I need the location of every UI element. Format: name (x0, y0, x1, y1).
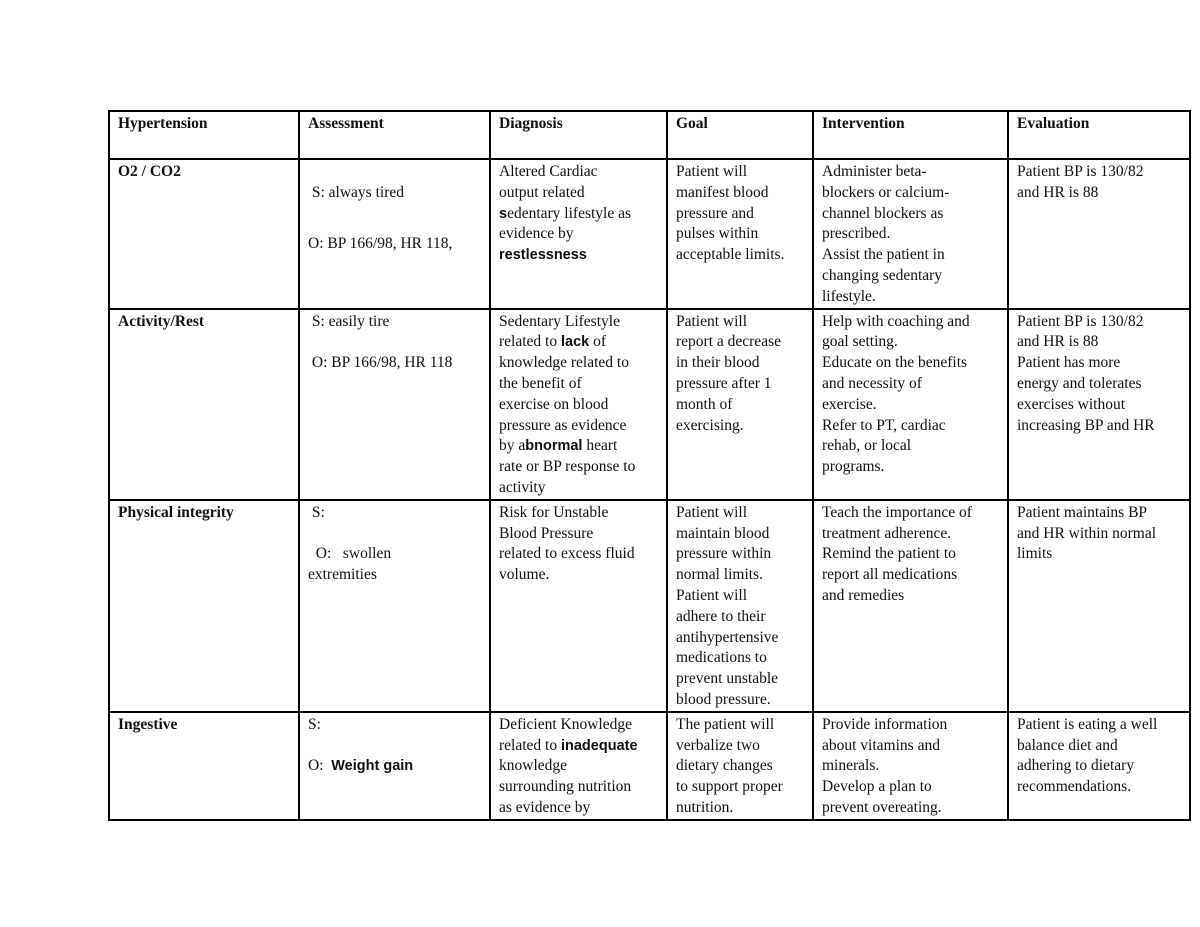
subjective-text: S: easily tire (308, 312, 390, 330)
diagnosis-fragment: by a (499, 437, 526, 455)
diagnosis-line: knowledge related to (499, 354, 629, 372)
evaluation-line: adhering to dietary (1017, 757, 1135, 775)
evaluation-line: recommendations. (1017, 778, 1132, 796)
diagnosis-bold-fragment: s (499, 205, 508, 222)
diagnosis-line: exercise on blood (499, 395, 609, 413)
diagnosis-fragment: of (589, 333, 607, 351)
subjective-text: S: (308, 503, 325, 521)
objective-prefix: O: (308, 757, 332, 775)
diagnosis-line: Risk for Unstable (499, 503, 609, 521)
evaluation-line: and HR is 88 (1017, 183, 1099, 201)
objective-text (308, 756, 484, 777)
subjective-text: S: always tired (308, 183, 404, 201)
assessment-cell (299, 500, 490, 712)
goal-line: Patient will (676, 586, 748, 604)
evaluation-line: increasing BP and HR (1017, 416, 1155, 434)
goal-line: prevent unstable (676, 670, 779, 688)
assessment-cell (299, 159, 490, 309)
evaluation-line: and HR within normal (1017, 524, 1157, 542)
diagnosis-line: activity (499, 478, 546, 496)
category-cell: Activity/Rest (109, 309, 299, 500)
goal-line: verbalize two (676, 736, 760, 754)
intervention-line: changing sedentary (822, 266, 943, 284)
evaluation-line: and HR is 88 (1017, 333, 1099, 351)
objective-text: O: swollen (308, 545, 392, 563)
goal-cell (667, 500, 813, 712)
goal-line: dietary changes (676, 757, 773, 775)
category-cell: Physical integrity (109, 500, 299, 712)
header-cell-intervention: Intervention (813, 111, 1008, 159)
intervention-line: rehab, or local (822, 437, 912, 455)
goal-line: report a decrease (676, 333, 781, 351)
diagnosis-line (499, 204, 661, 225)
intervention-line: Help with coaching and (822, 312, 970, 330)
diagnosis-line: Altered Cardiac (499, 163, 598, 180)
diagnosis-line: volume. (499, 566, 550, 584)
diagnosis-bold-fragment: bnormal (525, 438, 583, 455)
objective-bold-text: Weight gain (331, 758, 414, 775)
goal-line: The patient will (676, 715, 775, 733)
evaluation-line: Patient has more (1017, 354, 1121, 372)
goal-line: pressure within (676, 545, 772, 563)
intervention-line: Remind the patient to (822, 545, 956, 563)
diagnosis-cell (490, 500, 667, 712)
table-row-ingestive (109, 712, 1190, 820)
intervention-cell (813, 712, 1008, 820)
intervention-line: channel blockers as (822, 204, 944, 222)
intervention-line: Teach the importance of (822, 503, 972, 521)
evaluation-cell (1008, 500, 1190, 712)
goal-line: manifest blood (676, 183, 769, 201)
header-cell-evaluation: Evaluation (1008, 111, 1190, 159)
goal-line: pressure after 1 (676, 374, 772, 392)
table-row-o2-co2 (109, 159, 1190, 309)
goal-line: to support proper (676, 778, 783, 796)
goal-line: pulses within (676, 225, 759, 243)
diagnosis-line: Sedentary Lifestyle (499, 312, 620, 330)
diagnosis-line: Deficient Knowledge (499, 715, 632, 733)
subjective-text: S: (308, 715, 321, 733)
intervention-line: blockers or calcium- (822, 183, 950, 201)
intervention-line: and remedies (822, 586, 905, 604)
goal-line: pressure and (676, 204, 754, 222)
intervention-line: report all medications (822, 566, 958, 584)
intervention-cell (813, 500, 1008, 712)
diagnosis-line: related to excess fluid (499, 545, 635, 563)
intervention-line: Develop a plan to (822, 778, 932, 796)
evaluation-line: balance diet and (1017, 736, 1118, 754)
diagnosis-line (499, 332, 661, 353)
evaluation-line: exercises without (1017, 395, 1126, 413)
intervention-line: prescribed. (822, 225, 891, 243)
intervention-line: Assist the patient in (822, 246, 945, 264)
goal-line: medications to (676, 649, 767, 667)
header-cell-diagnosis: Diagnosis (490, 111, 667, 159)
header-cell-assessment: Assessment (299, 111, 490, 159)
intervention-line: Provide information (822, 715, 948, 733)
goal-cell (667, 309, 813, 500)
diagnosis-bold-fragment: inadequate (560, 737, 638, 754)
objective-text: extremities (308, 566, 377, 584)
intervention-line: Refer to PT, cardiac (822, 416, 946, 434)
diagnosis-bold-fragment: lack (560, 334, 590, 351)
diagnosis-line: output related (499, 183, 585, 201)
evaluation-line: Patient BP is 130/82 (1017, 163, 1144, 180)
diagnosis-line (499, 736, 661, 757)
evaluation-cell (1008, 712, 1190, 820)
goal-line: adhere to their (676, 607, 766, 625)
diagnosis-cell (490, 159, 667, 309)
diagnosis-line: as evidence by (499, 798, 591, 816)
goal-line: Patient will (676, 503, 748, 521)
diagnosis-line (499, 436, 661, 457)
diagnosis-fragment: related to (499, 736, 561, 754)
intervention-cell (813, 309, 1008, 500)
goal-line: normal limits. (676, 566, 763, 584)
evaluation-cell (1008, 309, 1190, 500)
nursing-care-plan-table (108, 110, 1191, 821)
diagnosis-line: surrounding nutrition (499, 778, 632, 796)
goal-line: Patient will (676, 312, 748, 330)
diagnosis-bold-line: restlessness (499, 247, 587, 264)
evaluation-line: energy and tolerates (1017, 374, 1142, 392)
intervention-line: minerals. (822, 757, 880, 775)
diagnosis-line: Blood Pressure (499, 524, 594, 542)
goal-cell (667, 159, 813, 309)
intervention-line: exercise. (822, 395, 877, 413)
evaluation-cell (1008, 159, 1190, 309)
diagnosis-line: pressure as evidence (499, 416, 627, 434)
table-header-row (109, 111, 1190, 159)
diagnosis-line: the benefit of (499, 374, 582, 392)
header-cell-goal: Goal (667, 111, 813, 159)
goal-line: acceptable limits. (676, 246, 785, 264)
intervention-line: Administer beta- (822, 163, 927, 180)
evaluation-line: limits (1017, 545, 1053, 563)
goal-line: maintain blood (676, 524, 770, 542)
assessment-cell (299, 309, 490, 500)
table-row-physical-integrity (109, 500, 1190, 712)
goal-line: antihypertensive (676, 628, 779, 646)
intervention-line: prevent overeating. (822, 798, 942, 816)
evaluation-line: Patient is eating a well (1017, 715, 1158, 733)
goal-line: month of (676, 395, 733, 413)
goal-line: in their blood (676, 354, 760, 372)
intervention-line: goal setting. (822, 333, 898, 351)
intervention-line: about vitamins and (822, 736, 940, 754)
category-cell: O2 / CO2 (109, 159, 299, 309)
category-cell: Ingestive (109, 712, 299, 820)
goal-line: exercising. (676, 416, 744, 434)
goal-cell (667, 712, 813, 820)
goal-line: Patient will (676, 163, 748, 180)
intervention-line: treatment adherence. (822, 524, 952, 542)
header-cell-hypertension: Hypertension (109, 111, 299, 159)
objective-text: O: BP 166/98, HR 118, (308, 235, 453, 253)
diagnosis-line: evidence by (499, 225, 574, 243)
diagnosis-fragment: edentary lifestyle as (507, 204, 632, 222)
evaluation-line: Patient BP is 130/82 (1017, 312, 1144, 330)
assessment-cell (299, 712, 490, 820)
intervention-line: and necessity of (822, 374, 922, 392)
diagnosis-line: knowledge (499, 757, 568, 775)
diagnosis-fragment: heart (582, 437, 618, 455)
table-row-activity-rest (109, 309, 1190, 500)
diagnosis-cell (490, 309, 667, 500)
diagnosis-cell (490, 712, 667, 820)
diagnosis-fragment: related to (499, 333, 561, 351)
goal-line: nutrition. (676, 798, 734, 816)
goal-line: blood pressure. (676, 690, 771, 708)
intervention-line: programs. (822, 458, 885, 476)
intervention-line: Educate on the benefits (822, 354, 968, 372)
intervention-cell (813, 159, 1008, 309)
evaluation-line: Patient maintains BP (1017, 503, 1148, 521)
diagnosis-line: rate or BP response to (499, 458, 636, 476)
intervention-line: lifestyle. (822, 287, 876, 305)
objective-text: O: BP 166/98, HR 118 (308, 354, 453, 372)
